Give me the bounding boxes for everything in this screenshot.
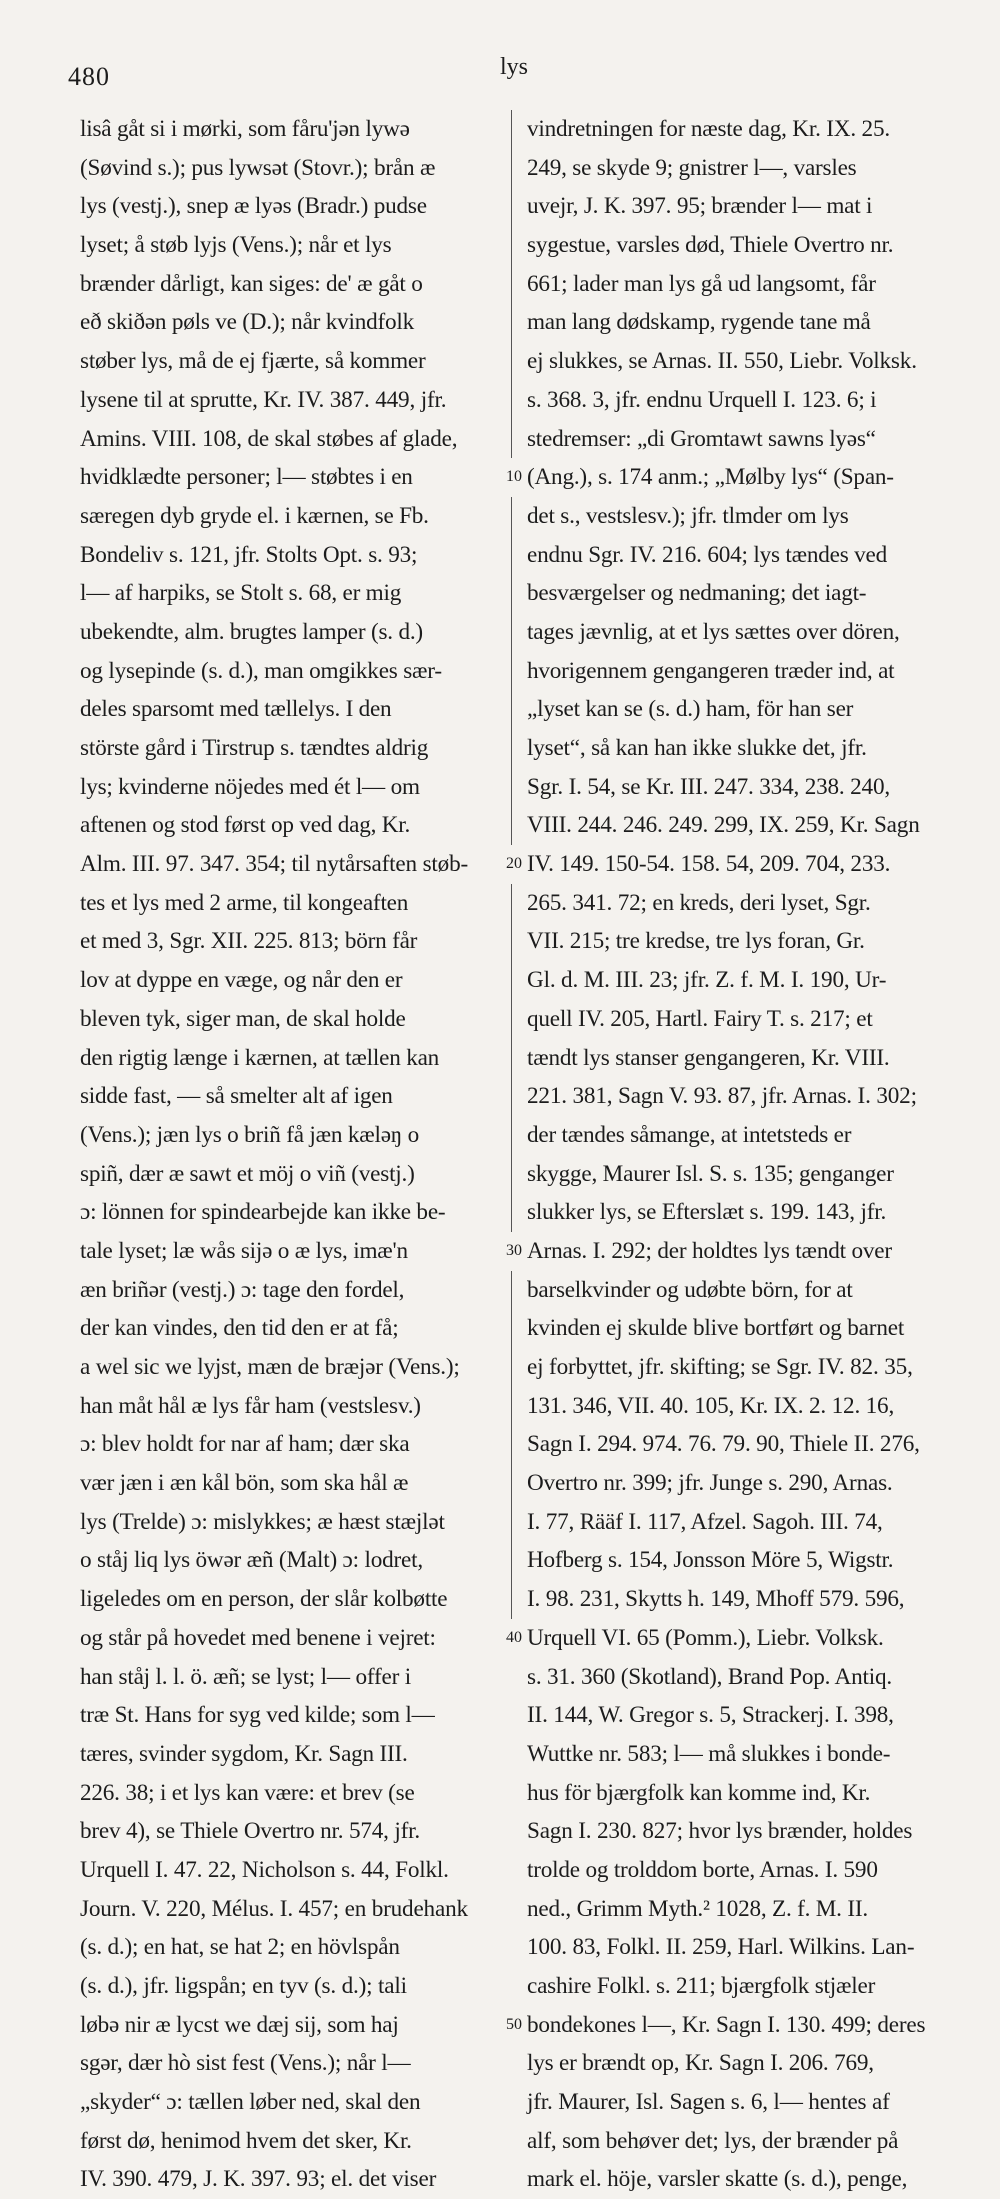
text-line: quell IV. 205, Hartl. Fairy T. s. 217; et bbox=[527, 1005, 873, 1032]
text-line: bleven tyk, siger man, de skal holde bbox=[80, 1005, 406, 1032]
text-line: hvidklædte personer; l— støbtes i en bbox=[80, 464, 413, 491]
text-line: vindretningen for næste dag, Kr. IX. 25. bbox=[527, 116, 890, 142]
text-line: Amins. VIII. 108, de skal støbes af glade, bbox=[80, 425, 458, 452]
text-line: VIII. 244. 246. 249. 299, IX. 259, Kr. Sagn bbox=[527, 812, 920, 839]
text-line: Journ. V. 220, Mélus. I. 457; en brudehank bbox=[80, 1895, 468, 1922]
line-number: 40 bbox=[502, 1619, 526, 1658]
text-line: (s. d.), jfr. ligspån; en tyv (s. d.); tali bbox=[80, 1973, 407, 1999]
text-line: Sgr. I. 54, se Kr. III. 247. 334, 238. 240, bbox=[527, 773, 890, 800]
text-line: skygge, Maurer Isl. S. s. 135; genganger bbox=[527, 1160, 894, 1187]
text-line: tændt lys stanser gengangeren, Kr. VIII. bbox=[527, 1044, 890, 1071]
line-number: 50 bbox=[502, 2006, 526, 2045]
text-line: tages jævnlig, at et lys sættes over dören, bbox=[527, 618, 900, 645]
text-line: brænder dårligt, kan siges: de' æ gåt o bbox=[80, 270, 423, 297]
text-line: a wel sic we lyjst, mæn de bræjər (Vens.); bbox=[80, 1354, 460, 1380]
text-line: brev 4), se Thiele Overtro nr. 574, jfr. bbox=[80, 1818, 420, 1845]
text-line: Urquell I. 47. 22, Nicholson s. 44, Folkl. bbox=[80, 1856, 449, 1883]
text-line: lys; kvinderne nöjedes med ét l— om bbox=[80, 773, 420, 800]
page-number: 480 bbox=[68, 62, 110, 91]
text-line: 265. 341. 72; en kreds, deri lyset, Sgr. bbox=[527, 889, 871, 916]
text-line: ɔ: lönnen for spindearbejde kan ikke be- bbox=[80, 1199, 446, 1226]
line-number: 20 bbox=[502, 845, 526, 884]
text-line: vær jæn i æn kål bön, som ska hål æ bbox=[80, 1470, 409, 1497]
text-line: den rigtig længe i kærnen, at tællen kan bbox=[80, 1044, 440, 1071]
text-line: uvejr, J. K. 397. 95; brænder l— mat i bbox=[527, 193, 873, 220]
text-line: Sagn I. 230. 827; hvor lys brænder, holdes bbox=[527, 1818, 913, 1845]
text-line: Arnas. I. 292; der holdtes lys tændt over bbox=[527, 1237, 892, 1264]
text-line: 221. 381, Sagn V. 93. 87, jfr. Arnas. I. 302; bbox=[527, 1083, 917, 1110]
text-line: trolde og trolddom borte, Arnas. I. 590 bbox=[527, 1856, 878, 1883]
text-line: løbə nir æ lycst we dæj sij, som haj bbox=[80, 2011, 399, 2038]
text-line: ligeledes om en person, der slår kolbøtte bbox=[80, 1586, 448, 1613]
text-line: lov at dyppe en væge, og når den er bbox=[80, 967, 403, 994]
text-line: (Ang.), s. 174 anm.; „Mølby lys“ (Span- bbox=[527, 464, 894, 491]
text-line: 249, se skyde 9; gnistrer l—, varsles bbox=[527, 154, 857, 181]
text-line: der kan vindes, den tid den er at få; bbox=[80, 1315, 399, 1342]
text-line: først dø, henimod hvem det sker, Kr. bbox=[80, 2127, 412, 2154]
text-line: lys (vestj.), snep æ lyəs (Bradr.) pudse bbox=[80, 193, 427, 220]
line-number: 10 bbox=[502, 458, 526, 497]
page-header bbox=[0, 52, 1000, 92]
text-line: s. 368. 3, jfr. endnu Urquell I. 123. 6; i bbox=[527, 386, 877, 413]
text-line: tale lyset; læ wås sijə o æ lys, imæ'n bbox=[80, 1237, 408, 1264]
text-line: et med 3, Sgr. XII. 225. 813; börn får bbox=[80, 928, 418, 955]
text-line: VII. 215; tre kredse, tre lys foran, Gr. bbox=[527, 928, 865, 955]
text-line: l— af harpiks, se Stolt s. 68, er mig bbox=[80, 580, 402, 607]
text-line: 131. 346, VII. 40. 105, Kr. IX. 2. 12. 16, bbox=[527, 1392, 895, 1419]
text-line: IV. 390. 479, J. K. 397. 93; el. det viser bbox=[80, 2166, 437, 2193]
text-line: (s. d.); en hat, se hat 2; en hövlspån bbox=[80, 1934, 400, 1961]
text-line: 226. 38; i et lys kan være: et brev (se bbox=[80, 1779, 415, 1806]
text-line: kvinden ej skulde blive bortført og barnet bbox=[527, 1315, 905, 1342]
text-line: cashire Folkl. s. 211; bjærgfolk stjæler bbox=[527, 1973, 876, 1999]
text-line: aftenen og stod først op ved dag, Kr. bbox=[80, 812, 411, 839]
running-title: lys bbox=[500, 54, 529, 80]
text-line: hvorigennem gengangeren træder ind, at bbox=[527, 657, 895, 684]
text-line: træ St. Hans for syg ved kilde; som l— bbox=[80, 1702, 435, 1729]
text-line: bondekones l—, Kr. Sagn I. 130. 499; deres bbox=[527, 2011, 926, 2038]
text-line: ubekendte, alm. brugtes lamper (s. d.) bbox=[80, 618, 423, 645]
text-line: lisâ gåt si i mørki, som fåru'jən lywə bbox=[80, 116, 410, 142]
text-line: ɔ: blev holdt for nar af ham; dær ska bbox=[80, 1431, 410, 1458]
text-line: sidde fast, — så smelter alt af igen bbox=[80, 1083, 393, 1110]
text-line: der tændes såmange, at intetsteds er bbox=[527, 1121, 852, 1148]
text-line: Sagn I. 294. 974. 76. 79. 90, Thiele II. 276, bbox=[527, 1431, 920, 1458]
text-line: 100. 83, Folkl. II. 259, Harl. Wilkins. Lan- bbox=[527, 1934, 915, 1961]
text-line: Overtro nr. 399; jfr. Junge s. 290, Arnas. bbox=[527, 1470, 893, 1497]
text-line: og står på hovedet med benene i vejret: bbox=[80, 1624, 436, 1651]
text-line: lysene til at sprutte, Kr. IV. 387. 449, jfr. bbox=[80, 386, 447, 413]
text-line: jfr. Maurer, Isl. Sagen s. 6, l— hentes af bbox=[527, 2089, 890, 2116]
text-line: lys (Trelde) ɔ: mislykkes; æ hæst stæjlət bbox=[80, 1508, 445, 1535]
text-line: (Søvind s.); pus lywsət (Stovr.); brån æ bbox=[80, 154, 436, 181]
text-line: han måt hål æ lys får ham (vestslesv.) bbox=[80, 1392, 421, 1419]
text-line: IV. 149. 150-54. 158. 54, 209. 704, 233. bbox=[527, 851, 891, 878]
text-line: særegen dyb gryde el. i kærnen, se Fb. bbox=[80, 502, 429, 529]
text-line: I. 77, Rääf I. 117, Afzel. Sagoh. III. 74, bbox=[527, 1508, 883, 1535]
text-line: ej slukkes, se Arnas. II. 550, Liebr. Volksk. bbox=[527, 348, 917, 375]
text-line: mark el. höje, varsler skatte (s. d.), penge, bbox=[527, 2166, 908, 2193]
text-line: s. 31. 360 (Skotland), Brand Pop. Antiq. bbox=[527, 1663, 892, 1690]
text-line: ned., Grimm Myth.² 1028, Z. f. M. II. bbox=[527, 1895, 868, 1922]
text-line: lyset; å støb lyjs (Vens.); når et lys bbox=[80, 232, 392, 259]
text-line: hus för bjærgfolk kan komme ind, Kr. bbox=[527, 1779, 871, 1806]
text-line: alf, som behøver det; lys, der brænder på bbox=[527, 2127, 899, 2154]
text-line: Alm. III. 97. 347. 354; til nytårsaften støb- bbox=[80, 851, 469, 878]
text-line: 661; lader man lys gå ud langsomt, får bbox=[527, 270, 876, 297]
text-line: Bondeliv s. 121, jfr. Stolts Opt. s. 93; bbox=[80, 541, 418, 568]
text-line: o ståj liq lys öwər æñ (Malt) ɔ: lodret, bbox=[80, 1547, 423, 1574]
text-line: slukker lys, se Efterslæt s. 199. 143, jfr. bbox=[527, 1199, 887, 1226]
left-column bbox=[80, 110, 500, 2199]
text-line: stedremser: „di Gromtawt sawns lyəs“ bbox=[527, 425, 876, 452]
text-line: Gl. d. M. III. 23; jfr. Z. f. M. I. 190, Ur- bbox=[527, 967, 887, 994]
text-line: deles sparsomt med tællelys. I den bbox=[80, 696, 392, 723]
text-line: og lysepinde (s. d.), man omgikkes sær- bbox=[80, 657, 442, 684]
text-line: tæres, svinder sygdom, Kr. Sagn III. bbox=[80, 1740, 408, 1767]
text-line: besværgelser og nedmaning; det iagt- bbox=[527, 580, 867, 607]
text-line: lyset“, så kan han ikke slukke det, jfr. bbox=[527, 735, 867, 761]
text-line: spiñ, dær æ sawt et möj o viñ (vestj.) bbox=[80, 1160, 415, 1187]
right-column bbox=[527, 110, 947, 2199]
line-number: 30 bbox=[502, 1232, 526, 1271]
text-line: sygestue, varsles død, Thiele Overtro nr. bbox=[527, 232, 894, 259]
text-line: Urquell VI. 65 (Pomm.), Liebr. Volksk. bbox=[527, 1624, 884, 1651]
text-line: tes et lys med 2 arme, til kongeaften bbox=[80, 889, 409, 916]
text-line: „lyset kan se (s. d.) ham, för han ser bbox=[527, 696, 854, 723]
text-line: det s., vestslesv.); jfr. tlmder om lys bbox=[527, 502, 849, 529]
text-line: II. 144, W. Gregor s. 5, Strackerj. I. 398, bbox=[527, 1702, 894, 1729]
text-line: Hofberg s. 154, Jonsson Möre 5, Wigstr. bbox=[527, 1547, 894, 1574]
text-line: ej forbyttet, jfr. skifting; se Sgr. IV. 82. 35, bbox=[527, 1354, 913, 1380]
text-line: lys er brændt op, Kr. Sagn I. 206. 769, bbox=[527, 2050, 874, 2077]
text-line: eð skiðən pøls ve (D.); når kvindfolk bbox=[80, 309, 414, 336]
text-line: I. 98. 231, Skytts h. 149, Mhoff 579. 596, bbox=[527, 1586, 905, 1613]
text-line: han ståj l. l. ö. æñ; se lyst; l— offer i bbox=[80, 1663, 411, 1690]
text-line: „skyder“ ɔ: tællen løber ned, skal den bbox=[80, 2089, 421, 2116]
text-line: (Vens.); jæn lys o briñ få jæn kæləŋ o bbox=[80, 1121, 420, 1148]
text-line: barselkvinder og udøbte börn, for at bbox=[527, 1276, 853, 1303]
text-line: æn briñər (vestj.) ɔ: tage den fordel, bbox=[80, 1276, 405, 1303]
text-line: støber lys, må de ej fjærte, så kommer bbox=[80, 348, 426, 375]
text-line: Wuttke nr. 583; l— må slukkes i bonde- bbox=[527, 1740, 891, 1767]
text-line: endnu Sgr. IV. 216. 604; lys tændes ved bbox=[527, 541, 887, 568]
text-line: man lang dødskamp, rygende tane må bbox=[527, 309, 871, 336]
text-line: störste gård i Tirstrup s. tændtes aldrig bbox=[80, 735, 429, 761]
text-line: sgər, dær hò sist fest (Vens.); når l— bbox=[80, 2050, 411, 2077]
